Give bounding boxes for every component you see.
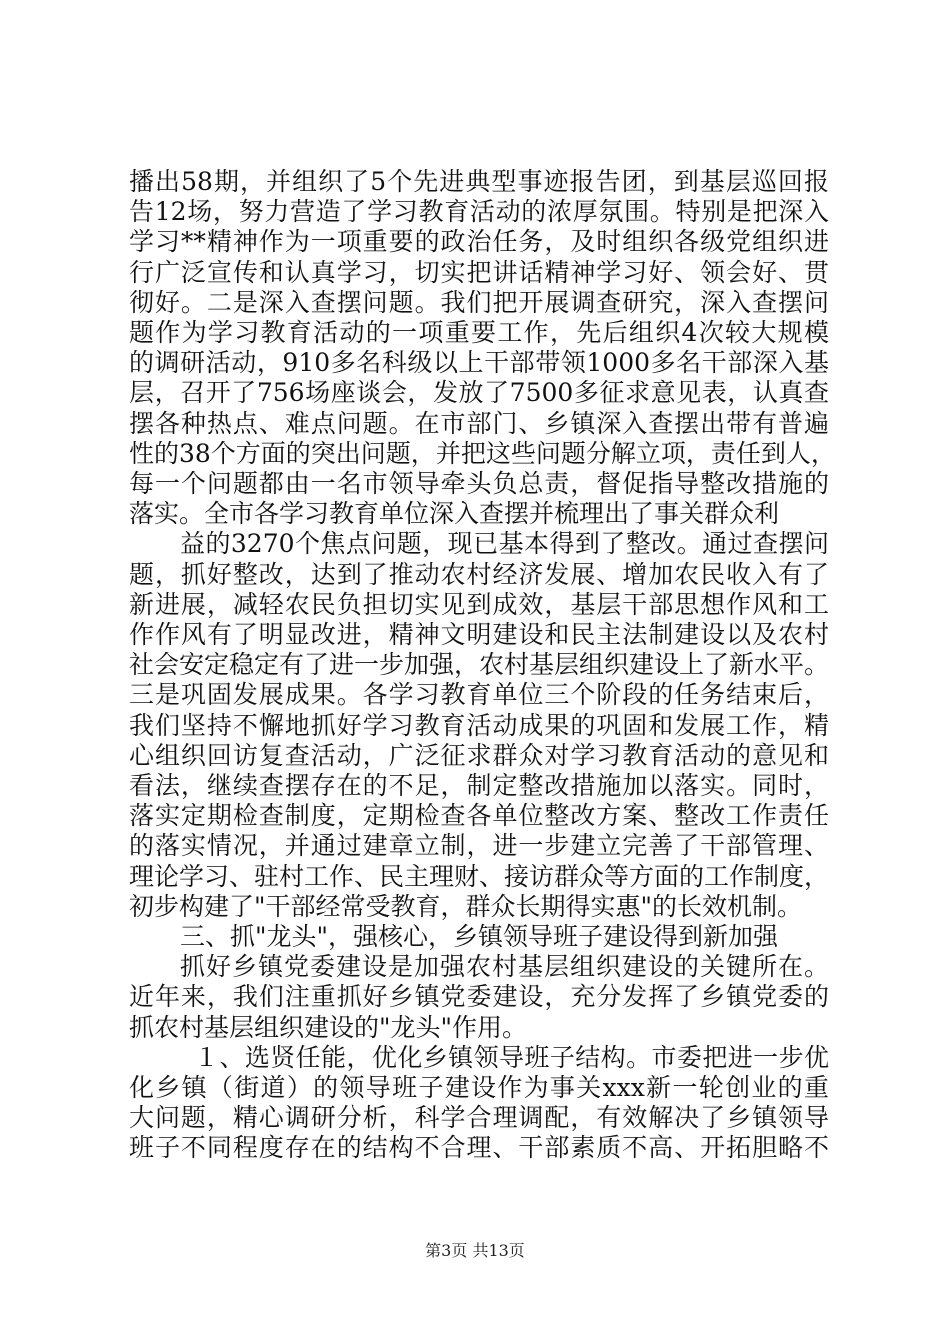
body-line: 的调研活动，910多名科级以上干部带领1000多名干部深入基	[129, 348, 829, 378]
body-line: 抓好乡镇党委建设是加强农村基层组织建设的关键所在。	[180, 952, 829, 982]
body-line: 看法，继续查摆存在的不足，制定整改措施加以落实。同时，	[129, 771, 829, 800]
body-line: 落实。全市各学习教育单位深入查摆并梳理出了事关群众利	[129, 499, 780, 529]
body-line: 题，抓好整改，达到了推动农村经济发展、增加农民收入有了	[129, 559, 829, 589]
body-line: 的落实情况，并通过建章立制，进一步建立完善了干部管理、	[129, 831, 829, 861]
body-line: 行广泛宣传和认真学习，切实把讲话精神学习好、领会好、贯	[129, 257, 829, 287]
body-line: 告12场，努力营造了学习教育活动的浓厚氛围。特别是把深入	[129, 197, 829, 227]
body-line: 班子不同程度存在的结构不合理、干部素质不高、开拓胆略不	[129, 1133, 829, 1163]
body-line: 大问题，精心调研分析，科学合理调配，有效解决了乡镇领导	[129, 1103, 829, 1133]
body-line: 抓农村基层组织建设的"龙头"作用。	[129, 1012, 527, 1042]
body-line: 播出58期，并组织了5个先进典型事迹报告团，到基层巡回报	[129, 167, 829, 196]
body-line: 彻好。二是深入查摆问题。我们把开展调查研究，深入查摆问	[129, 287, 829, 317]
body-line: 近年来，我们注重抓好乡镇党委建设，充分发挥了乡镇党委的	[129, 982, 829, 1012]
page-number-footer: 第3页 共13页	[425, 1241, 525, 1260]
body-line: 心组织回访复查活动，广泛征求群众对学习教育活动的意见和	[129, 740, 829, 770]
body-line: 性的38个方面的突出问题，并把这些问题分解立项，责任到人，	[129, 438, 836, 468]
body-line: 社会安定稳定有了进一步加强，农村基层组织建设上了新水平。	[129, 650, 830, 680]
body-line: 作作风有了明显改进，精神文明建设和民主法制建设以及农村	[129, 620, 829, 649]
body-line: 摆各种热点、难点问题。在市部门、乡镇深入查摆出带有普遍	[129, 408, 829, 438]
section-heading: 三、抓"龙头"，强核心，乡镇领导班子建设得到新加强	[180, 922, 779, 951]
body-line: 新进展，减轻农民负担切实见到成效，基层干部思想作风和工	[129, 589, 829, 619]
body-line: １、选贤任能，优化乡镇领导班子结构。市委把进一步优	[194, 1042, 829, 1072]
body-line: 学习**精神作为一项重要的政治任务，及时组织各级党组织进	[129, 227, 829, 257]
body-line: 层，召开了756场座谈会，发放了7500多征求意见表，认真查	[129, 378, 829, 408]
body-line: 化乡镇（街道）的领导班子建设作为事关xxx新一轮创业的重	[129, 1073, 829, 1102]
body-line: 落实定期检查制度，定期检查各单位整改方案、整改工作责任	[129, 801, 829, 831]
body-line: 每一个问题都由一名市领导牵头负总责，督促指导整改措施的	[129, 469, 829, 498]
body-line: 益的3270个焦点问题，现已基本得到了整改。通过查摆问	[180, 529, 829, 559]
body-line: 三是巩固发展成果。各学习教育单位三个阶段的任务结束后，	[129, 680, 829, 710]
body-line: 我们坚持不懈地抓好学习教育活动成果的巩固和发展工作，精	[129, 710, 829, 740]
body-line: 理论学习、驻村工作、民主理财、接访群众等方面的工作制度，	[129, 861, 830, 891]
body-line: 初步构建了"干部经常受教育，群众长期得实惠"的长效机制。	[129, 891, 803, 921]
body-line: 题作为学习教育活动的一项重要工作，先后组织4次较大规模	[129, 318, 829, 347]
